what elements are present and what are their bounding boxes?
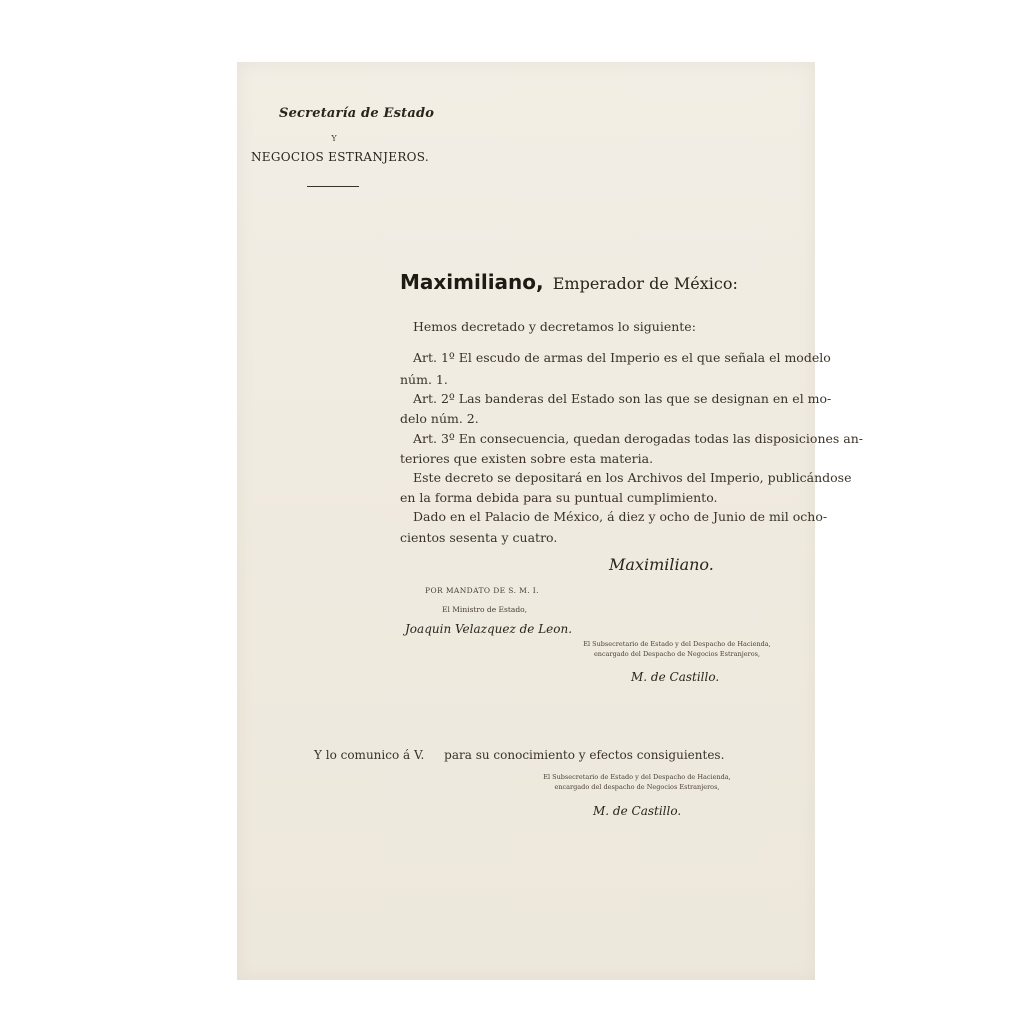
header-department-line: NEGOCIOS ESTRANJEROS. [251,150,430,164]
subsecretary-signature: M. de Castillo. [631,670,720,684]
decree-line: teriores que existen sobre esta materia. [400,451,654,466]
decree-preamble: Hemos decretado y decretamos lo siguiente: [413,319,696,334]
decree-line: cientos sesenta y cuatro. [400,530,558,545]
decree-line: Dado en el Palacio de México, á diez y ocho de Junio de mil ocho- [413,509,828,524]
header-conjunction: Y [331,134,337,143]
subsecretary-title-line: El Subsecretario de Estado y del Despacho de Hacienda, [543,773,731,781]
decree-title [400,270,738,294]
decree-line: Este decreto se depositará en los Archivos del Imperio, publicándose [413,470,852,485]
subsecretary-signature: M. de Castillo. [593,804,682,818]
subsecretary-role-line: encargado del Despacho de Negocios Estranjeros, [593,650,761,658]
decree-line: Art. 2º Las banderas del Estado son las que se designan en el mo- [413,391,832,406]
decree-line: núm. 1. [400,372,448,387]
communication-line [314,748,724,762]
decree-title-name: Maximiliano, [400,270,544,294]
communication-text-a: Y lo comunico á V. [314,748,425,762]
mandate-heading: POR MANDATO DE S. M. I. [425,586,539,595]
decree-title-rest: Emperador de México: [552,274,738,293]
header-divider-rule [307,186,359,187]
subsecretary-role-line: encargado del despacho de Negocios Estranjeros, [554,783,720,791]
document-page [237,62,864,980]
minister-signature: Joaquin Velazquez de Leon. [405,622,573,636]
header-ministry-line: Secretaría de Estado [279,106,435,121]
decree-line: Art. 1º El escudo de armas del Imperio es el que señala el modelo [413,350,831,365]
communication-text-b: para su conocimiento y efectos consiguientes. [444,748,725,762]
decree-line: delo núm. 2. [400,411,479,426]
mandate-minister-title: El Ministro de Estado, [442,605,528,614]
decree-line: Art. 3º En consecuencia, quedan derogadas todas las disposiciones an- [413,431,864,446]
emperor-signature: Maximiliano. [609,555,714,574]
subsecretary-title-line: El Subsecretario de Estado y del Despacho de Hacienda, [583,640,771,648]
decree-line: en la forma debida para su puntual cumplimiento. [400,490,718,505]
